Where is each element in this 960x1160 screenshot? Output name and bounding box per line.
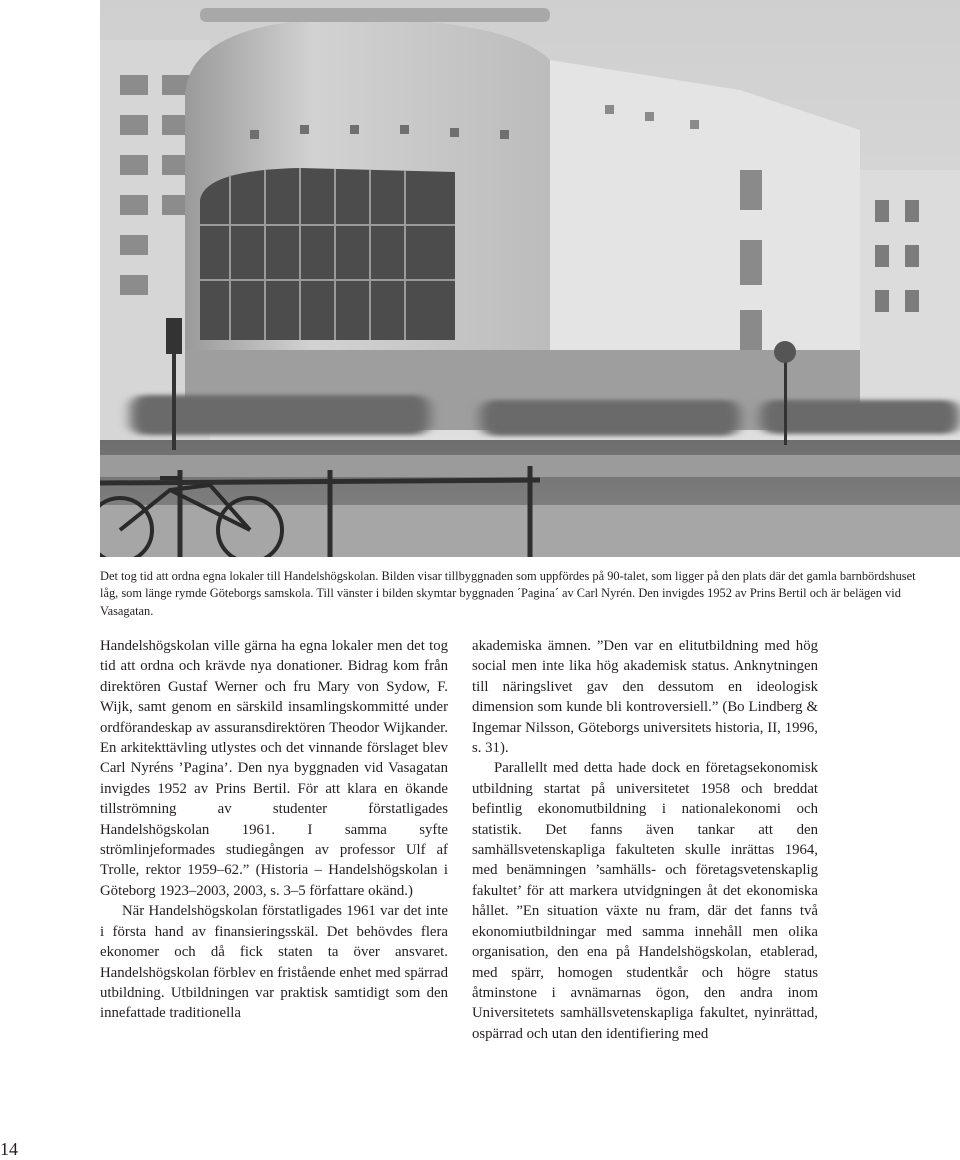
building-photo: [100, 0, 960, 557]
text-column-right: [472, 636, 818, 1044]
paragraph: Parallellt med detta hade dock en företagsekonomisk utbildning startat på universitetet 1958 och breddat befintlig ekonomutbildning i nationalekonomi och statistik. Det fanns även tankar att den samhällsvetenskapliga fakulteten skulle inrättas 1964, med benämningen ’samhälls- och företagsvetenskaplig fakultet’ för att markera utvidgningen åt det ekonomiska hållet. ”En situation växte nu fram, där det fanns två ekonomiutbildningar med samma innehåll men olika organisation, den ena på Handelshögskolan, etablerad, med spärr, homogen studentkår och högre status åtminstone i avnämarnas ögon, den andra inom Universitetets samhällsvetenskapliga fakultet, nyinrättad, ospärrad och utan den identifiering med: [472, 760, 818, 1042]
page-number: 14: [0, 1139, 18, 1159]
photo-caption: Det tog tid att ordna egna lokaler till Handelshögskolan. Bilden visar tillbyggnaden som uppfördes på 90-talet, som ligger på den plats där det gamla barnbördshuset låg, som länge rymde Göteborgs samskola. Till vänster i bilden skymtar byggnaden ´Pagina´ av Carl Nyrén. Den invigdes 1952 av Prins Bertil och är belägen vid Vasagatan.: [100, 569, 916, 618]
paragraph: akademiska ämnen. ”Den var en elitutbildning med hög social men inte lika hög akademisk status. Anknytningen till näringslivet gav den dessutom en ideologisk dimension som kunde bli kontroversiell.” (Bo Lindberg & Ingemar Nilsson, Göteborgs universitets historia, II, 1996, s. 31).: [472, 638, 818, 757]
paragraph: När Handelshögskolan förstatligades 1961 var det inte i första hand av finansieringsskäl. Det behövdes flera ekonomer och då fick staten ta över ansvaret. Handelshögskolan förblev en fristående enhet med spärrad utbildning. Utbildningen var praktisk samtidigt som den innefattade traditionella: [100, 903, 448, 1022]
text-column-left: [100, 636, 448, 1024]
building-illustration: [100, 0, 960, 557]
paragraph: Handelshögskolan ville gärna ha egna lokaler men det tog tid att ordna och krävde nya donationer. Bidrag kom från direktören Gustaf Werner och fru Mary von Sydow, F. Wijk, samt genom en särskild insamlingskommitté under ordförandeskap av assuransdirektören Theodor Wijkander. En arkitekttävling utlystes och det vinnande förslaget blev Carl Nyréns ’Pagina’. Den nya byggnaden vid Vasagatan invigdes 1952 av Prins Bertil. För att klara en ökande tillströmning av studenter förstatligades Handelshögskolan 1961. I samma syfte strömlinjeformades studiegången av professor Ulf af Trolle, rektor 1959–62.” (Historia – Handelshögskolan i Göteborg 1923–2003, 2003, s. 3–5 författare okänd.): [100, 638, 448, 899]
